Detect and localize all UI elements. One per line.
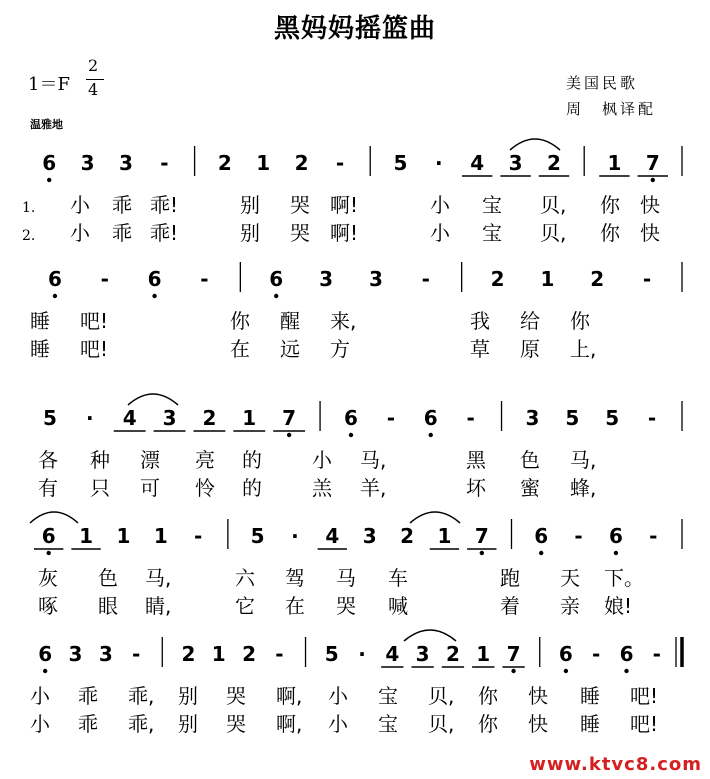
jianpu-note: 1 [79,524,94,548]
lyric-syllable: 驾 [285,566,305,590]
lyric-syllable: 色 [520,448,540,472]
jianpu-note: 4 [470,151,485,175]
lyric-syllable: 上, [570,337,597,361]
jianpu-note: 2 [547,151,561,175]
lyric-syllable: 啄 [38,594,58,618]
jianpu-note: 2 [490,267,505,291]
jianpu-note: - [131,642,141,666]
lyric-syllable: 醒 [280,309,300,333]
octave-dot-below [539,551,543,555]
jianpu-note: 4 [325,524,340,548]
lyric-syllable: 宝 [378,712,398,736]
lyric-syllable: 睛, [145,594,172,618]
lyric-syllable: 马, [360,448,387,472]
lyric-syllable: 可 [140,476,160,500]
lyric-syllable: 别 [240,193,260,217]
lyric-syllable: 吧! [80,337,109,361]
octave-dot-below [43,669,47,673]
lyric-syllable: 乖, [128,712,155,736]
jianpu-note: - [275,642,284,666]
jianpu-note: - [386,406,396,430]
octave-dot-below [53,294,57,298]
octave-dot-below [624,669,628,673]
lyric-syllable: 哭 [336,594,356,618]
jianpu-note: · [291,524,299,548]
verse-number: 2. [22,228,36,244]
lyric-syllable: 色 [98,566,118,590]
jianpu-note: - [642,267,652,291]
jianpu-note: - [652,642,661,666]
lyric-syllable: 贝, [540,193,567,217]
lyric-syllable: 来, [330,309,357,333]
jianpu-note: 2 [400,524,415,548]
time-signature-bottom: 4 [88,80,99,99]
jianpu-note: 3 [98,642,113,666]
lyric-syllable: 小 [30,684,50,708]
lyric-syllable: 哭 [226,684,246,708]
jianpu-note: - [649,524,658,548]
lyric-syllable: 乖! [150,221,179,245]
jianpu-note: 6 [38,642,53,666]
lyric-syllable: 宝 [378,684,398,708]
lyric-syllable: 各 [38,448,58,472]
lyric-syllable: 黑 [466,448,486,472]
octave-dot-below [152,294,156,298]
lyric-syllable: 你 [600,221,620,245]
jianpu-note: 7 [282,406,297,430]
slur [410,512,460,523]
slur [30,512,78,523]
lyric-syllable: 小 [30,712,50,736]
lyric-syllable: 乖! [150,193,179,217]
lyric-syllable: 有 [38,476,58,500]
jianpu-note: 6 [269,267,284,291]
octave-dot-below [349,433,353,437]
jianpu-note: 3 [525,406,540,430]
jianpu-note: - [100,267,109,291]
lyric-syllable: 马, [570,448,597,472]
lyric-syllable: 别 [178,712,198,736]
lyric-syllable: 乖 [112,193,132,217]
verse-number: 1. [22,200,36,216]
lyric-syllable: 乖, [128,684,155,708]
lyric-syllable: 小 [70,221,90,245]
jianpu-note: 4 [122,406,137,430]
lyric-syllable: 别 [240,221,260,245]
jianpu-note: 1 [437,524,452,548]
jianpu-note: 2 [217,151,232,175]
lyric-syllable: 吧! [630,684,659,708]
lyric-syllable: 别 [178,684,198,708]
jianpu-note: 6 [423,406,438,430]
jianpu-note: 1 [211,642,226,666]
lyric-syllable: 哭 [290,221,310,245]
jianpu-note: 1 [540,267,555,291]
jianpu-note: 7 [474,524,489,548]
octave-dot-below [46,551,50,555]
jianpu-note: 5 [324,642,339,666]
lyric-syllable: 跑 [500,566,520,590]
jianpu-note: 3 [119,151,133,175]
lyric-syllable: 睡 [580,712,600,736]
key-signature: 1＝F [28,74,70,95]
octave-dot-below [511,669,515,673]
jianpu-note: 3 [319,267,334,291]
lyric-syllable: 小 [312,448,332,472]
lyric-syllable: 快 [640,221,660,245]
jianpu-note: 1 [476,642,491,666]
lyric-syllable: 车 [388,566,408,590]
jianpu-note: 6 [558,642,573,666]
lyric-syllable: 吧! [80,309,109,333]
lyric-syllable: 喊 [388,594,408,618]
lyric-syllable: 乖 [112,221,132,245]
jianpu-note: 5 [605,406,620,430]
lyric-syllable: 快 [528,712,548,736]
jianpu-note: 2 [202,406,217,430]
octave-dot-below [651,178,655,182]
jianpu-note: 5 [565,406,580,430]
octave-dot-below [480,551,484,555]
jianpu-note: 3 [368,267,383,291]
octave-dot-below [429,433,433,437]
lyric-syllable: 你 [478,684,498,708]
lyric-syllable: 宝 [482,221,502,245]
lyric-syllable: 宝 [482,193,502,217]
lyric-syllable: 天 [560,566,580,590]
lyric-syllable: 啊! [330,221,359,245]
jianpu-note: 3 [80,151,95,175]
slur [404,630,456,641]
jianpu-note: - [335,151,345,175]
jianpu-note: - [647,406,657,430]
song-origin: 美国民歌 [566,74,639,92]
jianpu-note: - [160,151,169,175]
lyric-syllable: 你 [230,309,250,333]
jianpu-note: - [194,524,203,548]
lyric-syllable: 小 [328,712,348,736]
jianpu-note: - [592,642,601,666]
jianpu-note: 7 [645,151,660,175]
lyric-syllable: 贝, [428,712,455,736]
jianpu-note: 3 [508,151,523,175]
lyric-syllable: 草 [470,337,490,361]
lyric-syllable: 睡 [580,684,600,708]
lyric-syllable: 快 [640,193,660,217]
lyric-syllable: 下。 [604,566,644,590]
jianpu-note: 6 [41,524,56,548]
song-title: 黑妈妈摇篮曲 [273,14,436,44]
lyric-syllable: 远 [280,337,300,361]
jianpu-note: 6 [47,267,62,291]
lyric-syllable: 六 [235,566,255,590]
lyric-syllable: 你 [478,712,498,736]
lyric-syllable: 小 [70,193,90,217]
lyric-syllable: 贝, [428,684,455,708]
jianpu-note: 2 [294,151,309,175]
lyric-syllable: 快 [528,684,548,708]
jianpu-note: 3 [68,642,83,666]
lyric-syllable: 坏 [466,476,486,500]
lyric-syllable: 睡 [30,309,50,333]
lyric-syllable: 羊, [360,476,387,500]
lyric-syllable: 蜂, [570,476,597,500]
jianpu-note: - [574,524,583,548]
lyric-syllable: 羔 [312,476,332,500]
lyric-syllable: 种 [90,448,110,472]
jianpu-note: 6 [344,406,358,430]
jianpu-note: 1 [153,524,168,548]
lyric-syllable: 的 [242,476,262,500]
jianpu-note: 2 [445,642,460,666]
jianpu-note: 5 [250,524,265,548]
lyric-syllable: 娘! [604,594,633,618]
octave-dot-below [274,294,278,298]
jianpu-note: 2 [590,267,605,291]
slur [510,139,560,150]
octave-dot-below [47,178,51,182]
jianpu-note: 7 [506,642,521,666]
lyric-syllable: 漂 [140,448,160,472]
jianpu-note: - [200,267,209,291]
jianpu-note: 1 [256,151,271,175]
lyric-syllable: 乖 [78,712,98,736]
jianpu-note: 4 [385,642,400,666]
jianpu-note: · [358,642,366,666]
jianpu-note: 6 [619,642,634,666]
lyric-syllable: 的 [242,448,262,472]
lyric-syllable: 我 [470,309,490,333]
lyric-syllable: 哭 [290,193,310,217]
jianpu-note: 1 [607,151,622,175]
jianpu-note: 5 [42,406,57,430]
jianpu-note: 3 [162,406,177,430]
octave-dot-below [564,669,568,673]
jianpu-note: 2 [181,642,196,666]
lyric-syllable: 它 [235,594,255,618]
lyric-syllable: 马 [336,566,356,590]
jianpu-note: 1 [242,406,257,430]
lyric-syllable: 小 [430,193,450,217]
jianpu-note: - [421,267,430,291]
lyric-syllable: 小 [328,684,348,708]
jianpu-note: 3 [415,642,430,666]
lyric-syllable: 你 [600,193,620,217]
lyric-syllable: 眼 [98,594,118,618]
time-signature-top: 2 [88,56,99,75]
lyric-syllable: 原 [520,337,540,361]
jianpu-note: 6 [147,267,162,291]
jianpu-note: 3 [362,524,377,548]
lyric-syllable: 亮 [195,448,215,472]
lyric-syllable: 着 [500,594,520,618]
lyric-syllable: 你 [570,309,590,333]
lyric-syllable: 小 [430,221,450,245]
lyric-syllable: 在 [285,594,305,618]
slur [128,394,178,405]
lyric-syllable: 怜 [195,476,215,500]
jianpu-note: 2 [242,642,257,666]
lyric-syllable: 只 [90,476,110,500]
jianpu-note: 6 [42,151,57,175]
jianpu-note: · [434,151,443,175]
octave-dot-below [287,433,291,437]
lyric-syllable: 方 [330,337,350,361]
lyric-syllable: 给 [520,309,540,333]
jianpu-note: · [85,406,94,430]
lyric-syllable: 哭 [226,712,246,736]
jianpu-note: 6 [534,524,549,548]
jianpu-note: - [466,406,475,430]
lyric-syllable: 啊, [276,684,303,708]
lyric-syllable: 啊, [276,712,303,736]
lyric-syllable: 在 [230,337,250,361]
lyric-syllable: 蜜 [520,476,540,500]
site-watermark: www.ktvc8.com [529,754,702,775]
lyric-syllable: 贝, [540,221,567,245]
lyric-syllable: 啊! [330,193,359,217]
jianpu-note: 6 [608,524,623,548]
jianpu-note: 5 [393,151,408,175]
tempo-marking: 温雅地 [30,118,63,131]
octave-dot-below [614,551,618,555]
lyric-syllable: 吧! [630,712,659,736]
lyric-syllable: 亲 [560,594,580,618]
lyric-syllable: 睡 [30,337,50,361]
jianpu-note: 1 [116,524,131,548]
translator-credit: 周 枫译配 [566,100,657,118]
lyric-syllable: 灰 [38,566,58,590]
lyric-syllable: 马, [145,566,172,590]
lyric-syllable: 乖 [78,684,98,708]
